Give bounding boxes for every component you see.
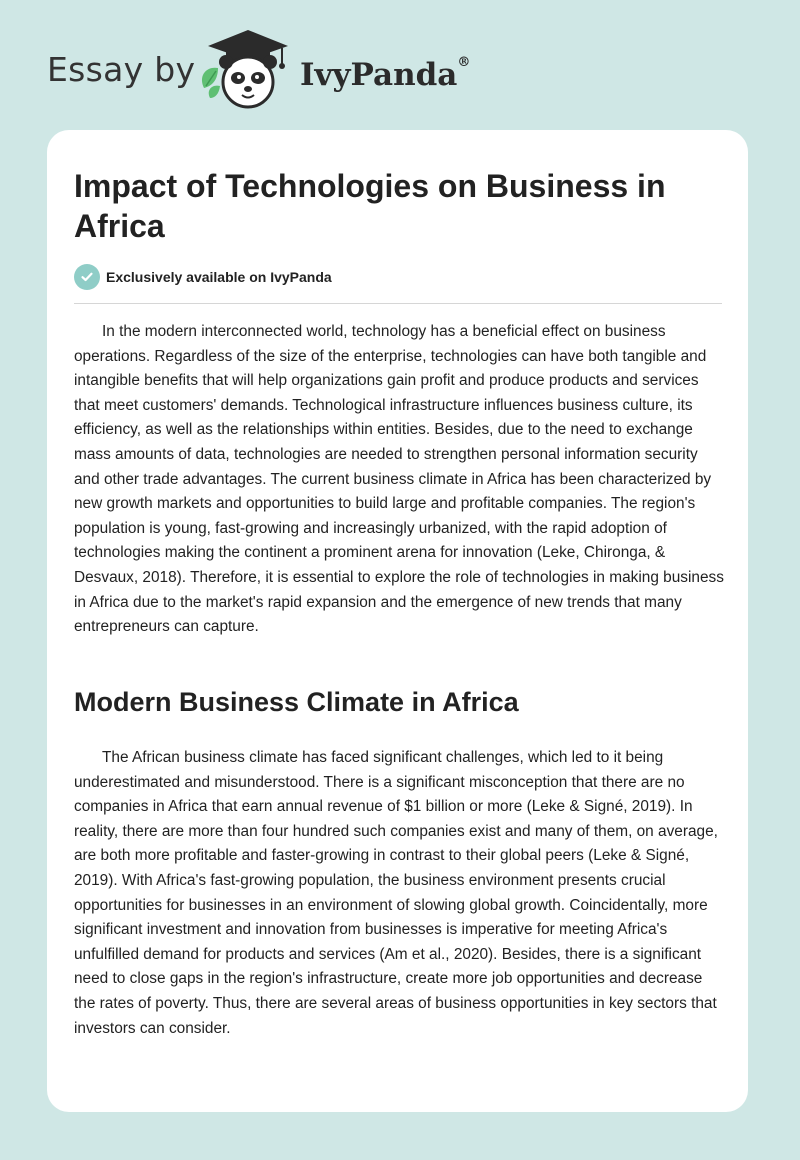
essay-by-label: Essay by [47, 50, 196, 89]
site-header [0, 0, 800, 130]
exclusive-badge [74, 264, 332, 290]
divider [74, 303, 722, 304]
article-paragraph: In the modern interconnected world, technology has a beneficial effect on business operations. Regardless of the size of the enterprise, technologies can have both tangible and intangible benefits that will help organizations gain profit and produce products and services that meet customers' demands. Technological infrastructure influences business culture, its efficiency, as well as the relationships within entities. Besides, due to the need to exchange mass amounts of data, technologies are needed to strengthen personal information security and other trade advantages. The current business climate in Africa has been characterized by new growth markets and opportunities to build large and profitable companies. The region's population is young, fast-growing and increasingly urbanized, with the rapid adoption of technologies making the continent a prominent arena for innovation (Leke, Chironga, & Desvaux, 2018). Therefore, it is essential to explore the role of technologies in making business in Africa due to the market's rapid expansion and the emergence of new trends that many entrepreneurs can capture. [74, 323, 724, 636]
check-circle-icon [74, 264, 100, 290]
section-paragraph: The African business climate has faced significant challenges, which led to it being underestimated and misunderstood. There is a significant misconception that there are no companies in Africa that earn annual revenue of $1 billion or more (Leke & Signé, 2019). In reality, there are more than four hundred such companies exist and many of them, on average, are both more profitable and faster-growing in contrast to their global peers (Leke & Signé, 2019). With Africa's fast-growing population, the business environment presents crucial opportunities for businesses in an environment of slowing global growth. Coincidentally, more significant investment and innovation from businesses is imperative for meeting Africa's unfulfilled demand for products and services (Am et al., 2020). Besides, there is a significant need to close gaps in the region's infrastructure, create more job opportunities and decrease the rates of poverty. Thus, there are several areas of business opportunities in key sectors that investors can consider. [74, 749, 718, 1037]
page-title: Impact of Technologies on Business in Africa [74, 168, 666, 244]
brand-name[interactable]: IvyPanda® [300, 55, 471, 93]
registered-mark: ® [457, 55, 471, 70]
section-heading: Modern Business Climate in Africa [74, 687, 519, 717]
exclusive-badge-label: Exclusively available on IvyPanda [106, 269, 332, 285]
panda-graduate-logo-icon[interactable] [196, 26, 296, 110]
article-card [47, 130, 748, 1112]
